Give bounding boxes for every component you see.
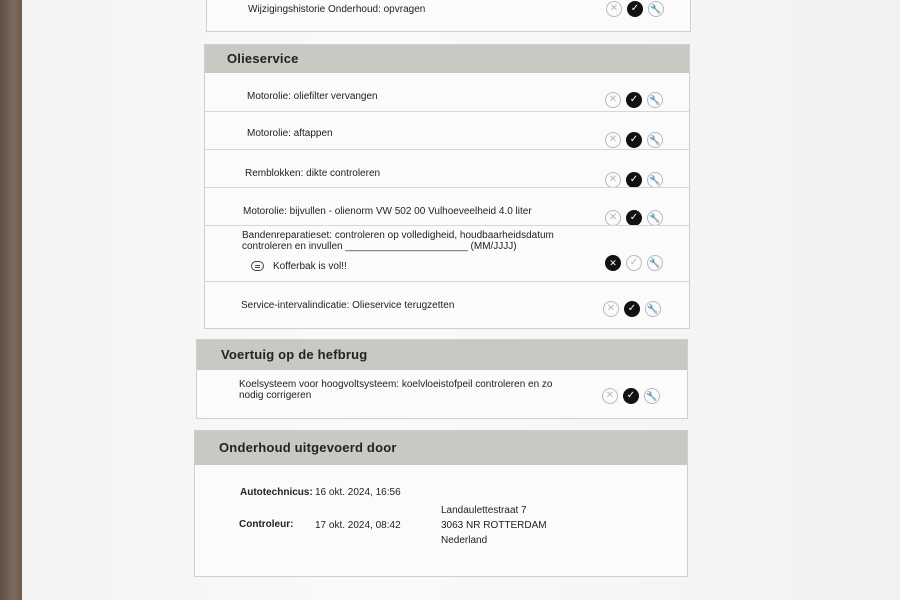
check-circle-icon[interactable]: ✓: [623, 388, 639, 404]
check-circle-icon[interactable]: ✓: [626, 255, 642, 271]
wrench-circle-icon[interactable]: 🔧: [647, 172, 663, 188]
row-comment: Kofferbak is vol!!: [273, 261, 347, 272]
check-circle-icon[interactable]: ✓: [626, 132, 642, 148]
checklist-row: [205, 149, 689, 188]
check-circle-icon[interactable]: ✓: [624, 301, 640, 317]
close-circle-icon[interactable]: ✕: [605, 255, 621, 271]
wrench-circle-icon[interactable]: 🔧: [647, 210, 663, 226]
row-label-line2: nodig corrigeren: [239, 390, 312, 401]
wrench-circle-icon[interactable]: 🔧: [644, 388, 660, 404]
close-circle-icon[interactable]: ✕: [602, 388, 618, 404]
close-circle-icon[interactable]: ✕: [606, 1, 622, 17]
section-title: [197, 340, 687, 370]
row-label: Motorolie: aftappen: [247, 128, 333, 139]
status-icons: [605, 132, 663, 148]
close-circle-icon[interactable]: ✕: [603, 301, 619, 317]
checklist-row: [205, 187, 689, 226]
technicus-value: 16 okt. 2024, 16:56: [315, 487, 401, 498]
wrench-circle-icon[interactable]: 🔧: [647, 132, 663, 148]
section-title-text: Olieservice: [227, 51, 299, 66]
check-circle-icon[interactable]: ✓: [626, 92, 642, 108]
section-title: [195, 431, 687, 465]
row-label-line1: Bandenreparatieset: controleren op volledigheid, houdbaarheidsdatum: [242, 230, 554, 241]
check-circle-icon[interactable]: ✓: [626, 172, 642, 188]
section-title-text: Voertuig op de hefbrug: [221, 347, 368, 362]
row-label-line2: controleren en invullen ______________________ (MM/JJJJ): [242, 241, 517, 252]
address-country: Nederland: [441, 535, 488, 546]
address-postcode-city: 3063 NR ROTTERDAM: [441, 520, 547, 531]
row-label-line1: Koelsysteem voor hoogvoltsysteem: koelvloeistofpeil controleren en zo: [239, 379, 553, 390]
section-title-text: Onderhoud uitgevoerd door: [219, 440, 397, 455]
row-label: Remblokken: dikte controleren: [245, 168, 381, 179]
comment-icon: [251, 261, 264, 271]
close-circle-icon[interactable]: ✕: [605, 132, 621, 148]
olieservice-section: [204, 44, 690, 329]
row-label: Motorolie: bijvullen - olienorm VW 502 00 Vulhoeveelheid 4.0 liter: [243, 206, 532, 217]
status-icons: [605, 210, 663, 226]
wrench-circle-icon[interactable]: 🔧: [647, 255, 663, 271]
row-label: Service-intervalindicatie: Olieservice terugzetten: [241, 300, 455, 311]
status-icons: [602, 388, 660, 404]
checklist-row: [205, 281, 689, 328]
section-title: [205, 45, 689, 73]
check-circle-icon[interactable]: ✓: [627, 1, 643, 17]
checklist-row: [205, 111, 689, 150]
close-circle-icon[interactable]: ✕: [605, 92, 621, 108]
status-icons: [605, 255, 663, 271]
checklist-row: [205, 73, 689, 111]
controleur-value: 17 okt. 2024, 08:42: [315, 520, 401, 531]
check-circle-icon[interactable]: ✓: [626, 210, 642, 226]
status-icons: [603, 301, 661, 317]
checklist-row: [205, 225, 689, 282]
status-icons: [605, 172, 663, 188]
onderhoud-section: [194, 430, 688, 577]
checklist-row: [197, 370, 687, 417]
wrench-circle-icon[interactable]: 🔧: [648, 1, 664, 17]
address-street: Landaulettestraat 7: [441, 505, 527, 516]
status-icons: [606, 1, 664, 17]
wrench-circle-icon[interactable]: 🔧: [647, 92, 663, 108]
hefbrug-section: [196, 339, 688, 419]
close-circle-icon[interactable]: ✕: [605, 172, 621, 188]
wrench-circle-icon[interactable]: 🔧: [645, 301, 661, 317]
technicus-label: Autotechnicus:: [240, 487, 313, 498]
status-icons: [605, 92, 663, 108]
row-label: Wijzigingshistorie Onderhoud: opvragen: [248, 4, 426, 15]
controleur-label: Controleur:: [239, 519, 294, 530]
top-partial-section: [206, 0, 691, 32]
close-circle-icon[interactable]: ✕: [605, 210, 621, 226]
row-label: Motorolie: oliefilter vervangen: [247, 91, 378, 102]
